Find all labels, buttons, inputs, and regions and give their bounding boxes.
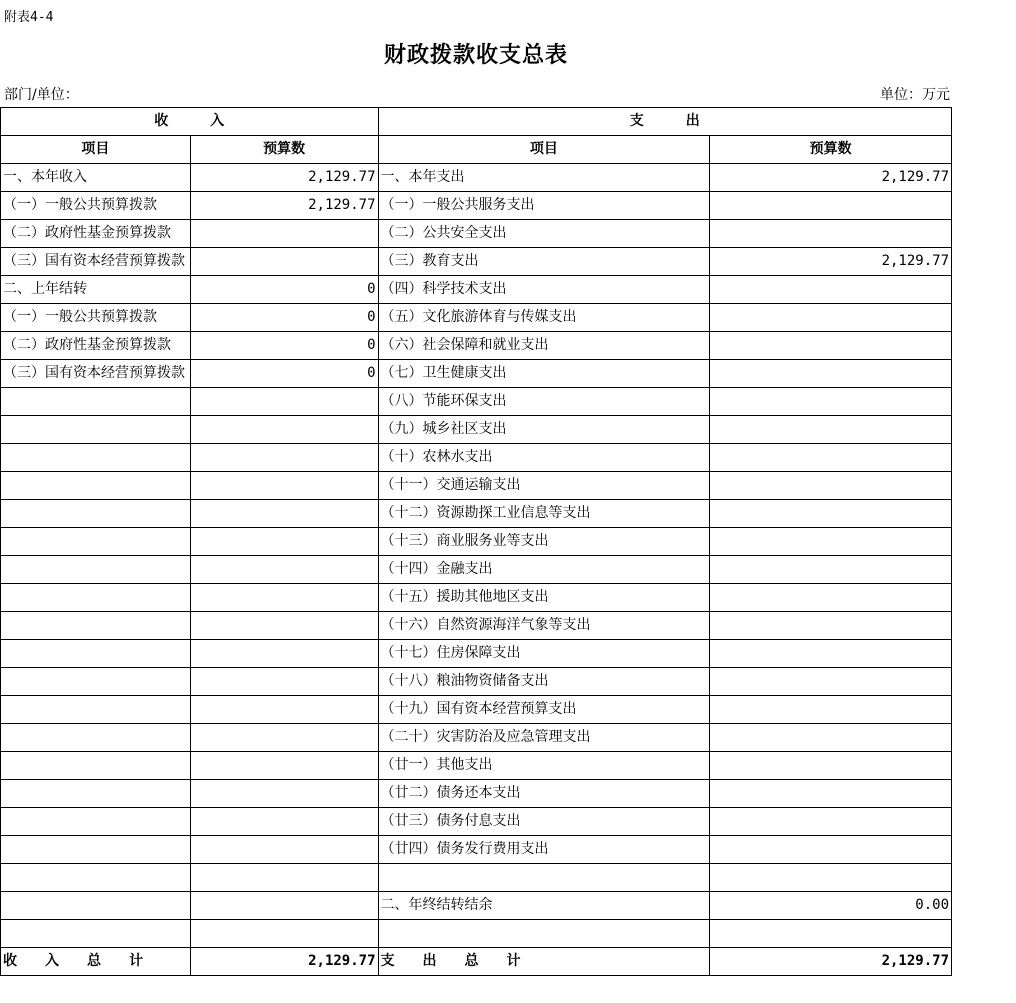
expense-value-cell — [710, 808, 952, 836]
income-value-cell — [190, 696, 378, 724]
expense-total-label: 支 出 总 计 — [378, 948, 710, 976]
income-item-cell — [1, 920, 191, 948]
expense-value-cell — [710, 192, 952, 220]
income-item-cell — [1, 472, 191, 500]
expense-item-cell: （廿三）债务付息支出 — [378, 808, 710, 836]
section-header-row — [1, 108, 952, 136]
column-header-row — [1, 136, 952, 164]
income-value-cell — [190, 416, 378, 444]
expense-item-cell: （廿四）债务发行费用支出 — [378, 836, 710, 864]
expense-item-cell: （廿一）其他支出 — [378, 752, 710, 780]
expense-item-cell: （十八）粮油物资储备支出 — [378, 668, 710, 696]
expense-item-cell: （廿二）债务还本支出 — [378, 780, 710, 808]
totals-row — [1, 948, 952, 976]
income-value-cell — [190, 500, 378, 528]
table-row — [1, 500, 952, 528]
income-item-cell: （一）一般公共预算拨款 — [1, 192, 191, 220]
income-value-cell — [190, 640, 378, 668]
expense-item-cell — [378, 920, 710, 948]
expense-value-cell — [710, 864, 952, 892]
income-item-cell — [1, 612, 191, 640]
income-item-cell — [1, 668, 191, 696]
income-item-cell — [1, 724, 191, 752]
expense-value-cell — [710, 584, 952, 612]
income-item-cell: （三）国有资本经营预算拨款 — [1, 248, 191, 276]
income-item-cell — [1, 640, 191, 668]
expense-item-cell: （十一）交通运输支出 — [378, 472, 710, 500]
expense-item-cell: （二十）灾害防治及应急管理支出 — [378, 724, 710, 752]
income-value-cell — [190, 612, 378, 640]
income-value-cell — [190, 388, 378, 416]
table-row — [1, 640, 952, 668]
expense-item-cell: （一）一般公共服务支出 — [378, 192, 710, 220]
table-row — [1, 556, 952, 584]
table-row — [1, 808, 952, 836]
expense-value-cell — [710, 752, 952, 780]
table-row — [1, 276, 952, 304]
income-item-cell — [1, 752, 191, 780]
table-row — [1, 696, 952, 724]
expense-item-cell: （二）公共安全支出 — [378, 220, 710, 248]
expense-value-cell — [710, 640, 952, 668]
expense-value-cell: 2,129.77 — [710, 248, 952, 276]
income-item-cell — [1, 780, 191, 808]
table-row — [1, 780, 952, 808]
expense-item-cell: （十四）金融支出 — [378, 556, 710, 584]
income-item-cell — [1, 416, 191, 444]
table-row — [1, 388, 952, 416]
expense-value-cell — [710, 332, 952, 360]
expense-item-cell: （三）教育支出 — [378, 248, 710, 276]
expense-item-cell: （十）农林水支出 — [378, 444, 710, 472]
income-value-cell — [190, 836, 378, 864]
income-item-cell: 一、本年收入 — [1, 164, 191, 192]
table-row — [1, 360, 952, 388]
table-row — [1, 248, 952, 276]
income-value-cell — [190, 920, 378, 948]
expense-value-cell — [710, 556, 952, 584]
expense-value-cell — [710, 696, 952, 724]
expense-total-value: 2,129.77 — [710, 948, 952, 976]
income-item-cell: （一）一般公共预算拨款 — [1, 304, 191, 332]
income-item-header: 项目 — [1, 136, 191, 164]
table-row — [1, 892, 952, 920]
budget-table — [0, 107, 952, 976]
expense-value-cell: 2,129.77 — [710, 164, 952, 192]
income-value-cell — [190, 248, 378, 276]
income-header: 收 入 — [1, 108, 379, 136]
income-item-cell: （三）国有资本经营预算拨款 — [1, 360, 191, 388]
income-item-cell: （二）政府性基金预算拨款 — [1, 220, 191, 248]
table-row — [1, 332, 952, 360]
expense-value-cell — [710, 220, 952, 248]
table-row — [1, 220, 952, 248]
expense-header: 支 出 — [378, 108, 951, 136]
income-item-cell — [1, 696, 191, 724]
income-value-cell: 2,129.77 — [190, 164, 378, 192]
table-row — [1, 528, 952, 556]
income-item-cell — [1, 808, 191, 836]
expense-value-cell — [710, 836, 952, 864]
expense-value-cell — [710, 780, 952, 808]
expense-item-cell — [378, 864, 710, 892]
income-value-cell: 0 — [190, 276, 378, 304]
income-item-cell — [1, 836, 191, 864]
income-value-cell — [190, 668, 378, 696]
income-budget-header: 预算数 — [190, 136, 378, 164]
income-value-cell — [190, 220, 378, 248]
expense-item-cell: （六）社会保障和就业支出 — [378, 332, 710, 360]
expense-value-cell — [710, 304, 952, 332]
income-item-cell — [1, 528, 191, 556]
expense-item-cell: （十七）住房保障支出 — [378, 640, 710, 668]
income-value-cell — [190, 444, 378, 472]
income-item-cell: 二、上年结转 — [1, 276, 191, 304]
income-total-value: 2,129.77 — [190, 948, 378, 976]
expense-item-cell: 二、年终结转结余 — [378, 892, 710, 920]
income-value-cell — [190, 780, 378, 808]
income-value-cell: 0 — [190, 360, 378, 388]
annex-label: 附表4-4 — [4, 10, 54, 25]
expense-item-cell: （八）节能环保支出 — [378, 388, 710, 416]
income-value-cell — [190, 472, 378, 500]
income-item-cell — [1, 444, 191, 472]
expense-item-cell: （十三）商业服务业等支出 — [378, 528, 710, 556]
table-row — [1, 920, 952, 948]
income-value-cell: 2,129.77 — [190, 192, 378, 220]
income-item-cell — [1, 500, 191, 528]
expense-value-cell — [710, 528, 952, 556]
income-value-cell — [190, 808, 378, 836]
expense-value-cell — [710, 472, 952, 500]
income-value-cell — [190, 584, 378, 612]
table-row — [1, 164, 952, 192]
expense-value-cell — [710, 276, 952, 304]
table-row — [1, 668, 952, 696]
income-item-cell — [1, 864, 191, 892]
table-row — [1, 192, 952, 220]
table-row — [1, 584, 952, 612]
expense-value-cell — [710, 360, 952, 388]
expense-value-cell — [710, 500, 952, 528]
expense-item-cell: （十五）援助其他地区支出 — [378, 584, 710, 612]
income-value-cell — [190, 864, 378, 892]
expense-value-cell — [710, 920, 952, 948]
income-value-cell: 0 — [190, 304, 378, 332]
expense-item-cell: （七）卫生健康支出 — [378, 360, 710, 388]
income-value-cell — [190, 752, 378, 780]
income-item-cell: （二）政府性基金预算拨款 — [1, 332, 191, 360]
page-title: 财政拨款收支总表 — [383, 42, 568, 68]
expense-value-cell — [710, 388, 952, 416]
income-value-cell — [190, 556, 378, 584]
income-item-cell — [1, 584, 191, 612]
expense-item-cell: （五）文化旅游体育与传媒支出 — [378, 304, 710, 332]
expense-value-cell — [710, 416, 952, 444]
table-row — [1, 752, 952, 780]
expense-value-cell: 0.00 — [710, 892, 952, 920]
table-row — [1, 304, 952, 332]
table-row — [1, 612, 952, 640]
expense-item-cell: （十二）资源勘探工业信息等支出 — [378, 500, 710, 528]
table-row — [1, 472, 952, 500]
table-row — [1, 444, 952, 472]
income-value-cell — [190, 892, 378, 920]
expense-item-cell: 一、本年支出 — [378, 164, 710, 192]
expense-value-cell — [710, 724, 952, 752]
expense-item-cell: （九）城乡社区支出 — [378, 416, 710, 444]
income-value-cell — [190, 528, 378, 556]
income-item-cell — [1, 556, 191, 584]
expense-value-cell — [710, 444, 952, 472]
expense-item-cell: （四）科学技术支出 — [378, 276, 710, 304]
unit-label: 单位：万元 — [880, 87, 950, 103]
income-item-cell — [1, 892, 191, 920]
table-row — [1, 416, 952, 444]
income-value-cell: 0 — [190, 332, 378, 360]
income-value-cell — [190, 724, 378, 752]
expense-value-cell — [710, 668, 952, 696]
income-item-cell — [1, 388, 191, 416]
expense-item-cell: （十六）自然资源海洋气象等支出 — [378, 612, 710, 640]
income-total-label: 收 入 总 计 — [1, 948, 191, 976]
table-row — [1, 864, 952, 892]
table-row — [1, 724, 952, 752]
expense-item-header: 项目 — [378, 136, 710, 164]
department-label: 部门/单位： — [4, 87, 79, 103]
expense-item-cell: （十九）国有资本经营预算支出 — [378, 696, 710, 724]
expense-budget-header: 预算数 — [710, 136, 952, 164]
expense-value-cell — [710, 612, 952, 640]
table-row — [1, 836, 952, 864]
